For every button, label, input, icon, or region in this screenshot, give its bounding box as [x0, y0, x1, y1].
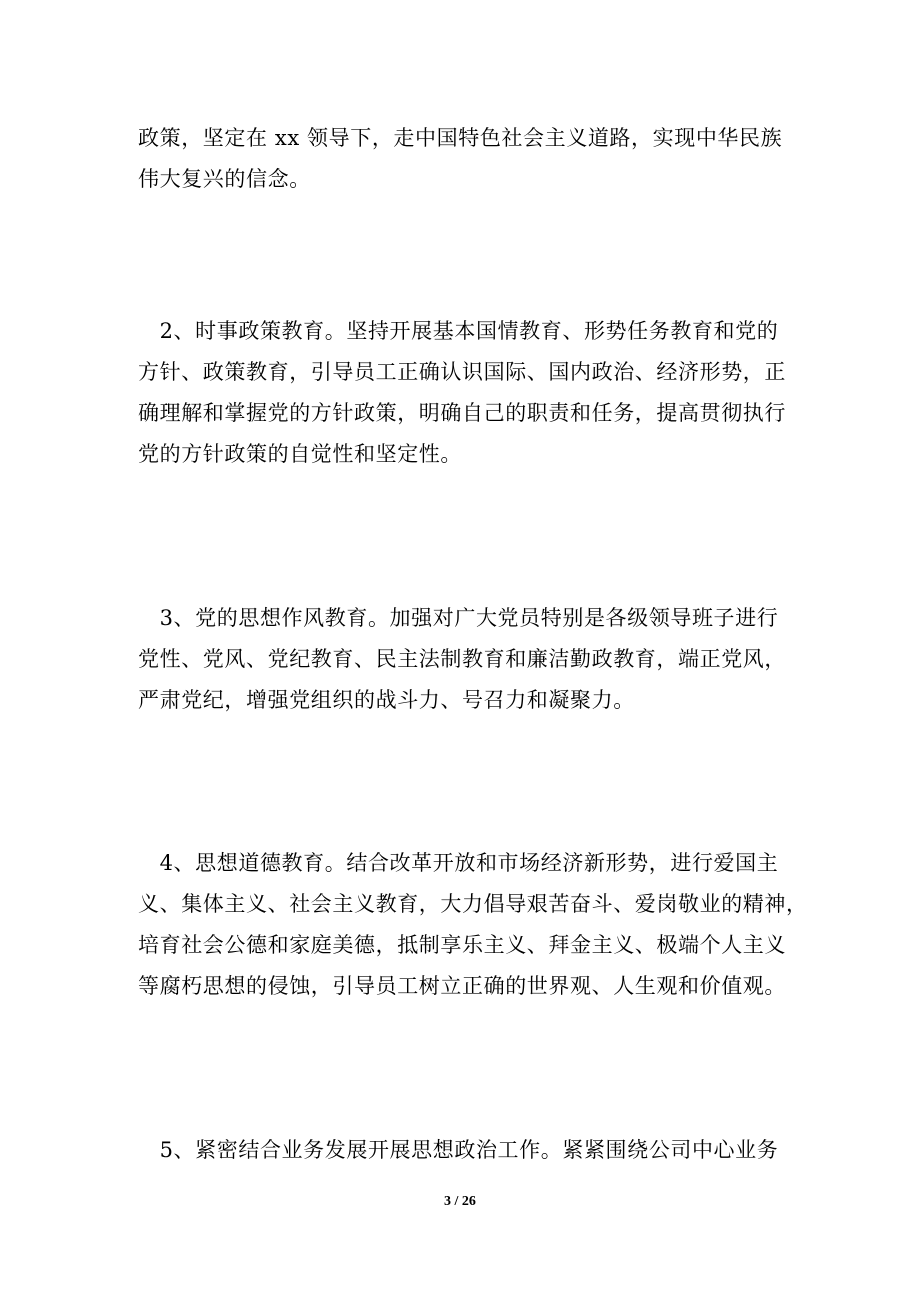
page-number: 3 / 26	[444, 1194, 476, 1209]
paragraph-party-style-education	[138, 598, 788, 721]
text-line: 政策，坚定在 xx 领导下，走中国特色社会主义道路，实现中华民族	[138, 126, 783, 150]
paragraph-moral-education	[138, 843, 808, 1007]
text-line: 党的方针政策的自觉性和坚定性。	[138, 442, 462, 466]
text-line: 3、党的思想作风教育。加强对广大党员特别是各级领导班子进行	[138, 606, 779, 630]
text-line: 等腐朽思想的侵蚀，引导员工树立正确的世界观、人生观和价值观。	[138, 974, 786, 998]
text-line: 严肃党纪，增强党组织的战斗力、号召力和凝聚力。	[138, 688, 635, 712]
text-line: 5、紧密结合业务发展开展思想政治工作。紧紧围绕公司中心业务	[138, 1138, 779, 1162]
text-line: 4、思想道德教育。结合改革开放和市场经济新形势，进行爱国主	[138, 851, 779, 875]
text-line: 培育社会公德和家庭美德，抵制享乐主义、拜金主义、极端个人主义	[138, 933, 786, 957]
text-line: 2、时事政策教育。坚持开展基本国情教育、形势任务教育和党的	[138, 319, 779, 343]
paragraph-business-integration	[138, 1130, 788, 1171]
paragraph-continuation	[138, 118, 788, 200]
text-line: 伟大复兴的信念。	[138, 167, 311, 191]
text-line: 党性、党风、党纪教育、民主法制教育和廉洁勤政教育，端正党风，	[138, 647, 786, 671]
text-line: 确理解和掌握党的方针政策，明确自己的职责和任务，提高贯彻执行	[138, 401, 786, 425]
paragraph-current-affairs-education	[138, 311, 788, 475]
text-line: 义、集体主义、社会主义教育，大力倡导艰苦奋斗、爱岗敬业的精神，	[138, 892, 808, 916]
text-line: 方针、政策教育，引导员工正确认识国际、国内政治、经济形势，正	[138, 360, 786, 384]
